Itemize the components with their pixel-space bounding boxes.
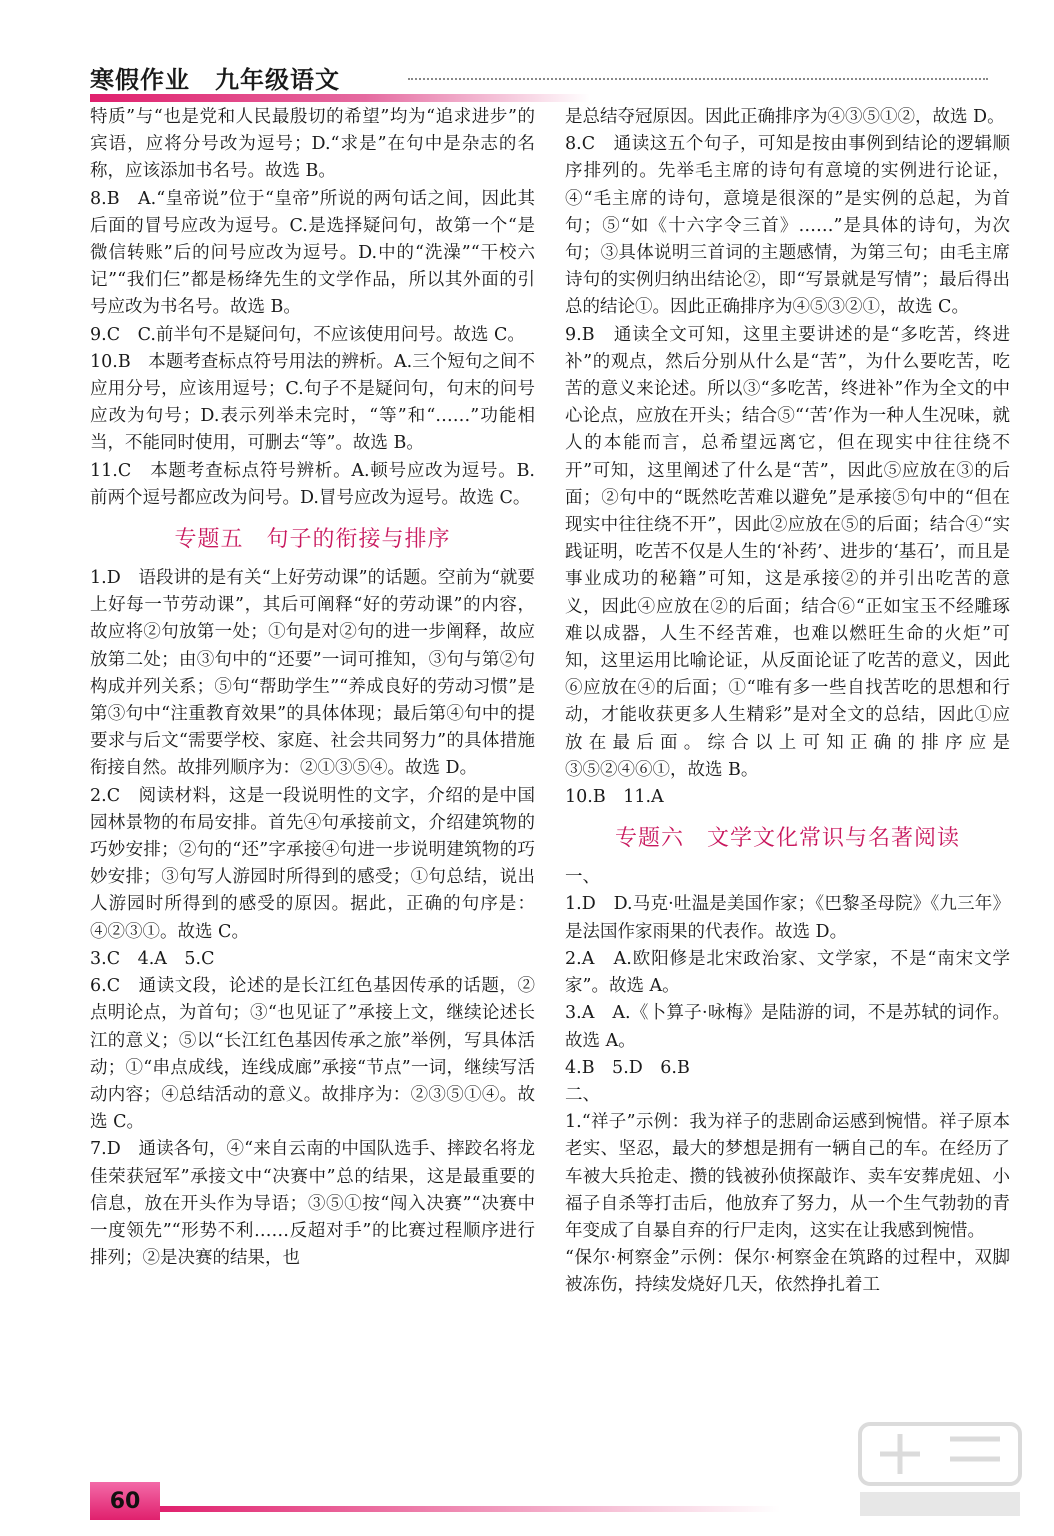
answer-paragraph: 1.“祥子”示例：我为祥子的悲剧命运感到惋惜。祥子原本老实、坚忍，最大的梦想是拥有一辆自己的车。在经历了车被大兵抢走、攒的钱被孙侦探敲诈、卖车安葬虎妞、小福子自杀等打击后，他放弃了努力，从一个生气勃勃的青年变成了自暴自弃的行尸走肉，这实在让我感到惋惜。 [565,1112,1010,1241]
footer-accent-rule [160,1506,780,1512]
answer-paragraph: 10.B 本题考查标点符号用法的辨析。A.三个短句之间不应用分号，应该用逗号；C.句子不是疑问句，句末的问号应改为句号；D.表示列举未完时，“等”和“……”功能相当，不能同时使用，可删去“等”。故选 B。 [90,351,535,454]
answer-paragraph: 3.A A.《卜算子·咏梅》是陆游的词，不是苏轼的词作。故选 A。 [565,1003,1010,1051]
answer-paragraph: 11.C 本题考查标点符号辨析。A.顿号应改为逗号。B.前两个逗号都应改为问号。D.冒号应改为逗号。故选 C。 [90,460,535,508]
section-heading: 专题六 文学文化常识与名著阅读 [614,826,960,852]
answer-paragraph: 8.C 通读这五个句子，可知是按由事例到结论的逻辑顺序排列的。先举毛主席的诗句有意境的实例进行论证，④“毛主席的诗句，意境是很深的”是实例的总起，为首句；⑤“如《十六字令三首》……”是具体的诗句，为次句；③具体说明三首词的主题感情，为第三句；由毛主席诗句的实例归纳出结论②，即“写景就是写情”；最后得出总的结论①。因此正确排序为④⑤③②①，故选 C。 [565,134,1010,318]
watermark-logo-icon [840,1414,1040,1524]
answer-paragraph: 二、 [565,1084,600,1105]
page-number: 60 [109,1488,141,1514]
left-column [90,104,535,1272]
page-header [90,60,990,100]
answer-paragraph: 特质”与“也是党和人民最殷切的希望”均为“追求进步”的宾语，应将分号改为逗号；D.“求是”在句中是杂志的名称，应该添加书名号。故选 B。 [90,107,535,182]
answer-paragraph: 8.B A.“皇帝说”位于“皇帝”所说的两句话之间，因此其后面的冒号应改为逗号。C.是选择疑问句，故第一个“是微信转账”后的问号应改为逗号。D.中的“洗澡”“干校六记”“我们仨”都是杨绛先生的文学作品，所以其外面的引号应改为书名号。故选 B。 [90,188,535,318]
section-heading: 专题五 句子的衔接与排序 [174,527,451,553]
answer-paragraph: 3.C 4.A 5.C [90,948,215,969]
answer-paragraph: 1.D 语段讲的是有关“上好劳动课”的话题。空前为“就要上好每一节劳动课”，其后可阐释“好的劳动课”的内容，故应将②句放第一处；①句是对②句的进一步阐释，故应放第二处；由③句中的“还要”一词可推知，③句与第②句构成并列关系；⑤句“帮助学生”“养成良好的劳动习惯”是第③句中“注重教育效果”的具体体现；最后第④句中的提要求与后文“需要学校、家庭、社会共同努力”的具体措施衔接自然。故排列顺序为：②①③⑤④。故选 D。 [90,568,535,779]
header-dotted-line [408,78,988,80]
answer-paragraph: 2.C 阅读材料，这是一段说明性的文字，介绍的是中国园林景物的布局安排。首先④句承接前文，介绍建筑物的巧妙安排；②句的“还”字承接④句进一步说明建筑物的巧妙安排；③句写人游园时所得到的感受；①句总结，说出人游园时所得到的感受的原因。据此，正确的句序是：④②③①。故选 C。 [90,785,535,942]
header-accent-rule [90,94,590,102]
answer-paragraph: 是总结夺冠原因。因此正确排序为④③⑤①②，故选 D。 [565,107,1005,127]
right-column [565,104,1010,1300]
answer-paragraph: 10.B 11.A [565,787,664,808]
answer-paragraph: 2.A A.欧阳修是北宋政治家、文学家，不是“南宋文学家”。故选 A。 [565,948,1010,997]
answer-paragraph: 9.B 通读全文可知，这里主要讲述的是“多吃苦，终进补”的观点，然后分别从什么是“苦”，为什么要吃苦，吃苦的意义来论述。所以③“多吃苦，终进补”作为全文的中心论点，应放在开头；结合⑤“‘苦’作为一种人生况味，就人的本能而言，总希望远离它，但在现实中往往绕不开”可知，这里阐述了什么是“苦”，因此⑤应放在③的后面；②句中的“既然吃苦难以避免”是承接⑤句中的“但在现实中往往绕不开”，因此②应放在⑤的后面；结合④“实践证明，吃苦不仅是人生的‘补药’、进步的‘基石’，而且是事业成功的秘籍”可知，这是承接②的并引出吃苦的意义，因此④应放在②的后面；结合⑥“正如宝玉不经雕琢难以成器，人生不经苦难，也难以燃旺生命的火炬”可知，这里运用比喻论证，从反面论证了吃苦的意义，因此⑥应放在④的后面；①“唯有多一些自找苦吃的思想和行动，才能收获更多人生精彩”是对全文的总结，因此①应放在最后面。综合以上可知正确的排序应是③⑤②④⑥①，故选 B。 [565,324,1010,780]
answer-paragraph: 6.C 通读文段，论述的是长江红色基因传承的话题，②点明论点，为首句；③“也见证了”承接上文，继续论述长江的意义；⑤以“长江红色基因传承之旅”举例，写具体活动；①“串点成线，连线成廊”承接“节点”一词，继续写活动内容；④总结活动的意义。故排序为：②③⑤①④。故选 C。 [90,976,535,1133]
answer-paragraph: 4.B 5.D 6.B [565,1057,690,1078]
page-number-badge [90,1482,160,1520]
answer-paragraph: 一、 [565,867,600,888]
page-header-title: 寒假作业 九年级语文 [90,66,340,94]
answer-paragraph: 1.D D.马克·吐温是美国作家；《巴黎圣母院》《九三年》是法国作家雨果的代表作。故选 D。 [565,894,1010,942]
answer-paragraph: 9.C C.前半句不是疑问句，不应该使用问号。故选 C。 [90,324,525,345]
answer-paragraph: “保尔·柯察金”示例：保尔·柯察金在筑路的过程中，双脚被冻伤，持续发烧好几天，依然挣扎着工 [565,1248,1010,1296]
answer-paragraph: 7.D 通读各句，④“来自云南的中国队选手、摔跤名将龙佳荣获冠军”承接文中“决赛中”总的结果，这是最重要的信息，放在开头作为导语；③⑤①按“闯入决赛”“决赛中一度领先”“形势不利……反超对手”的比赛过程顺序进行排列；②是决赛的结果，也 [90,1139,535,1269]
